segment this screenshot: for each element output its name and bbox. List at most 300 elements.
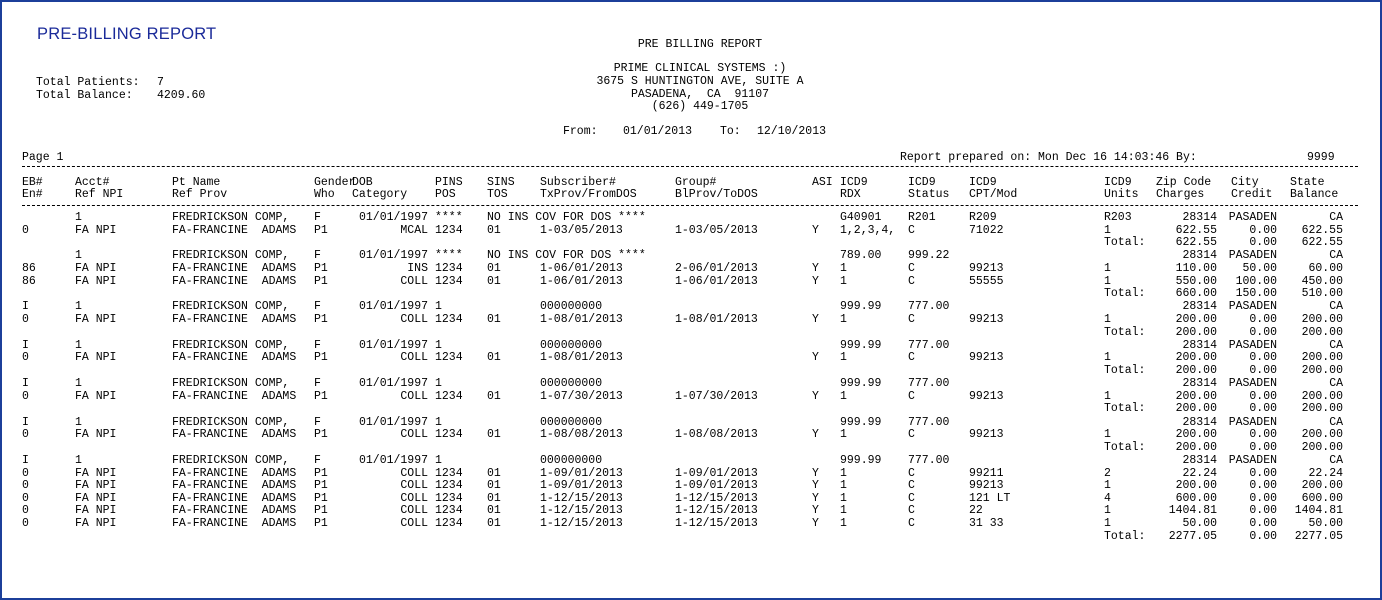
cell-acct: FA NPI — [75, 351, 117, 365]
cell-asi: Y — [812, 274, 819, 288]
cell-zip-charges: 28314 — [1182, 300, 1217, 314]
cell-pt-name: FA-FRANCINE ADAMS — [172, 274, 297, 288]
cell-city-credit: 0.00 — [1249, 402, 1277, 416]
cell-gender: F — [314, 249, 321, 263]
column-header-pt-name: Pt Name — [172, 176, 221, 189]
cell-asi: Y — [812, 479, 819, 493]
cell-dob: COLL — [400, 466, 428, 480]
cell-pins: 1234 — [435, 428, 463, 442]
cell-city-credit: 0.00 — [1249, 223, 1277, 237]
cell-icd9-units: Total: — [1104, 440, 1146, 454]
column-header-sins: SINS — [487, 176, 515, 189]
cell-pt-name: FREDRICKSON COMP, — [172, 249, 290, 263]
cell-acct: FA NPI — [75, 491, 117, 505]
cell-icd9-status: C — [908, 262, 915, 275]
cell-city-credit: 0.00 — [1249, 491, 1277, 505]
table-row — [0, 365, 1382, 378]
cell-icd9-rdx: 1 — [840, 262, 847, 275]
cell-city-credit: 0.00 — [1249, 529, 1277, 543]
cell-acct: 1 — [75, 454, 82, 467]
cell-asi: Y — [812, 517, 819, 530]
table-row — [0, 237, 1382, 250]
page-number: Page 1 — [22, 151, 64, 164]
cell-sins: 01 — [487, 223, 501, 237]
column-header-acct: Acct# — [75, 176, 110, 189]
cell-pt-name: FA-FRANCINE ADAMS — [172, 262, 297, 275]
cell-eb: I — [22, 338, 29, 352]
cell-zip-charges: 622.55 — [1175, 236, 1217, 250]
cell-city-credit: 150.00 — [1235, 287, 1277, 301]
cell-subscriber: 1-09/01/2013 — [540, 479, 623, 493]
cell-acct: FA NPI — [75, 223, 117, 237]
cell-gender: F — [314, 415, 321, 429]
cell-icd9-cpt: 99213 — [969, 262, 1004, 275]
cell-zip-charges: 2277.05 — [1168, 529, 1217, 543]
cell-asi: Y — [812, 504, 819, 518]
cell-zip-charges: 1404.81 — [1168, 504, 1217, 518]
cell-pt-name: FA-FRANCINE ADAMS — [172, 351, 297, 365]
cell-subscriber: 000000000 — [540, 300, 603, 314]
cell-icd9-rdx: 1 — [840, 491, 847, 505]
cell-sins: 01 — [487, 504, 501, 518]
cell-gender: P1 — [314, 504, 328, 518]
column-header-pins-2: POS — [435, 188, 456, 201]
cell-zip-charges: 110.00 — [1175, 262, 1217, 275]
cell-icd9-rdx: 1,2,3,4, — [840, 223, 896, 237]
cell-state-balance: 200.00 — [1301, 313, 1343, 326]
cell-zip-charges: 660.00 — [1175, 287, 1217, 301]
cell-subscriber: 1-06/01/2013 — [540, 262, 623, 275]
cell-zip-charges: 28314 — [1182, 338, 1217, 352]
cell-icd9-status: R201 — [908, 211, 936, 224]
cell-pt-name: FA-FRANCINE ADAMS — [172, 504, 297, 518]
cell-zip-charges: 28314 — [1182, 415, 1217, 429]
cell-icd9-cpt: 55555 — [969, 274, 1004, 288]
cell-icd9-units: 1 — [1104, 262, 1111, 275]
cell-icd9-rdx: 789.00 — [840, 249, 882, 263]
cell-asi: Y — [812, 223, 819, 237]
cell-pins: 1234 — [435, 491, 463, 505]
column-header-sins-2: TOS — [487, 188, 508, 201]
cell-gender: P1 — [314, 351, 328, 365]
column-header-icd9-cpt-2: CPT/Mod — [969, 188, 1018, 201]
cell-acct: FA NPI — [75, 479, 117, 493]
cell-asi: Y — [812, 351, 819, 365]
cell-sins: 01 — [487, 274, 501, 288]
cell-zip-charges: 200.00 — [1175, 440, 1217, 454]
column-header-icd9-status: ICD9 — [908, 176, 936, 189]
cell-eb: I — [22, 415, 29, 429]
cell-eb: 0 — [22, 479, 29, 493]
cell-group: 1-07/30/2013 — [675, 389, 758, 403]
cell-icd9-rdx: 1 — [840, 517, 847, 530]
cell-asi: Y — [812, 428, 819, 442]
cell-gender: P1 — [314, 262, 328, 275]
cell-asi: Y — [812, 491, 819, 505]
cell-state-balance: 2277.05 — [1294, 529, 1343, 543]
cell-state-balance: 1404.81 — [1294, 504, 1343, 518]
cell-acct: FA NPI — [75, 517, 117, 530]
cell-icd9-status: C — [908, 491, 915, 505]
cell-dob: COLL — [400, 351, 428, 365]
cell-dob: 01/01/1997 — [358, 415, 428, 429]
cell-pt-name: FA-FRANCINE ADAMS — [172, 223, 297, 237]
cell-acct: FA NPI — [75, 466, 117, 480]
table-row — [0, 327, 1382, 340]
cell-acct: FA NPI — [75, 428, 117, 442]
cell-pt-name: FA-FRANCINE ADAMS — [172, 428, 297, 442]
cell-icd9-rdx: 999.99 — [840, 377, 882, 391]
cell-icd9-cpt: 22 — [969, 504, 983, 518]
cell-sins: NO INS COV FOR DOS **** — [487, 249, 646, 263]
cell-pins: 1 — [435, 300, 442, 314]
cell-asi: Y — [812, 262, 819, 275]
cell-icd9-status: 777.00 — [908, 454, 950, 467]
cell-state-balance: 22.24 — [1308, 466, 1343, 480]
cell-icd9-units: Total: — [1104, 325, 1146, 339]
from-date: 01/01/2013 — [623, 125, 693, 138]
cell-gender: P1 — [314, 223, 328, 237]
divider-header — [22, 205, 1358, 206]
cell-pins: 1234 — [435, 466, 463, 480]
cell-dob: COLL — [400, 504, 428, 518]
table-row — [0, 429, 1382, 442]
column-header-gender-2: Who — [314, 188, 335, 201]
from-label: From: — [563, 125, 598, 138]
cell-pins: 1234 — [435, 313, 463, 326]
cell-icd9-cpt: 99213 — [969, 479, 1004, 493]
cell-state-balance: CA — [1329, 338, 1343, 352]
cell-icd9-rdx: 1 — [840, 313, 847, 326]
cell-state-balance: 200.00 — [1301, 479, 1343, 493]
cell-pins: 1234 — [435, 351, 463, 365]
cell-gender: P1 — [314, 428, 328, 442]
cell-city-credit: 0.00 — [1249, 504, 1277, 518]
cell-pins: 1 — [435, 377, 442, 391]
cell-asi: Y — [812, 313, 819, 326]
cell-group: 2-06/01/2013 — [675, 262, 758, 275]
cell-subscriber: 1-12/15/2013 — [540, 517, 623, 530]
column-header-group-2: BlProv/ToDOS — [675, 188, 758, 201]
cell-pt-name: FA-FRANCINE ADAMS — [172, 313, 297, 326]
cell-zip-charges: 50.00 — [1182, 517, 1217, 530]
cell-dob: 01/01/1997 — [358, 338, 428, 352]
prepared-info: Report prepared on: Mon Dec 16 14:03:46 By: — [900, 151, 1197, 164]
cell-icd9-status: 777.00 — [908, 415, 950, 429]
cell-icd9-units: 1 — [1104, 479, 1111, 493]
cell-eb: 0 — [22, 351, 29, 365]
cell-city-credit: 50.00 — [1242, 262, 1277, 275]
cell-eb: 0 — [22, 428, 29, 442]
cell-city-credit: PASADEN — [1228, 415, 1277, 429]
cell-city-credit: PASADEN — [1228, 454, 1277, 467]
cell-city-credit: 100.00 — [1235, 274, 1277, 288]
cell-asi: Y — [812, 389, 819, 403]
column-header-city-credit-2: Credit — [1231, 188, 1273, 201]
cell-eb: I — [22, 300, 29, 314]
column-header-zip-charges: Zip Code — [1156, 176, 1212, 189]
cell-state-balance: CA — [1329, 377, 1343, 391]
column-header-dob-2: Category — [352, 188, 408, 201]
cell-icd9-status: C — [908, 223, 915, 237]
cell-icd9-units: 1 — [1104, 389, 1111, 403]
cell-eb: I — [22, 454, 29, 467]
cell-gender: P1 — [314, 517, 328, 530]
cell-pt-name: FA-FRANCINE ADAMS — [172, 479, 297, 493]
cell-dob: COLL — [400, 389, 428, 403]
cell-eb: 0 — [22, 504, 29, 518]
divider-top — [22, 166, 1358, 167]
total-balance-label: Total Balance: — [36, 89, 133, 102]
cell-icd9-cpt: 99213 — [969, 313, 1004, 326]
cell-pins: 1 — [435, 415, 442, 429]
cell-state-balance: CA — [1329, 211, 1343, 224]
cell-icd9-units: 2 — [1104, 466, 1111, 480]
cell-subscriber: 1-03/05/2013 — [540, 223, 623, 237]
cell-sins: 01 — [487, 351, 501, 365]
cell-zip-charges: 22.24 — [1182, 466, 1217, 480]
cell-acct: FA NPI — [75, 262, 117, 275]
cell-state-balance: 622.55 — [1301, 236, 1343, 250]
cell-city-credit: 0.00 — [1249, 313, 1277, 326]
report-company: PRIME CLINICAL SYSTEMS :) — [613, 62, 787, 75]
cell-dob: 01/01/1997 — [358, 249, 428, 263]
cell-icd9-status: C — [908, 274, 915, 288]
cell-icd9-status: C — [908, 351, 915, 365]
cell-sins: 01 — [487, 313, 501, 326]
cell-icd9-status: C — [908, 517, 915, 530]
cell-dob: MCAL — [400, 223, 428, 237]
report-city: PASADENA, CA 91107 — [630, 88, 770, 101]
cell-icd9-rdx: 1 — [840, 274, 847, 288]
cell-icd9-rdx: 1 — [840, 351, 847, 365]
cell-group: 1-09/01/2013 — [675, 479, 758, 493]
cell-pins: 1234 — [435, 274, 463, 288]
cell-sins: NO INS COV FOR DOS **** — [487, 211, 646, 224]
cell-group: 1-12/15/2013 — [675, 504, 758, 518]
cell-icd9-units: 1 — [1104, 223, 1111, 237]
column-header-icd9-units: ICD9 — [1104, 176, 1132, 189]
table-row — [0, 225, 1382, 238]
cell-acct: 1 — [75, 377, 82, 391]
to-date: 12/10/2013 — [757, 125, 827, 138]
cell-zip-charges: 200.00 — [1175, 402, 1217, 416]
cell-group: 1-06/01/2013 — [675, 274, 758, 288]
cell-state-balance: 200.00 — [1301, 440, 1343, 454]
cell-acct: FA NPI — [75, 274, 117, 288]
cell-city-credit: 0.00 — [1249, 428, 1277, 442]
cell-dob: 01/01/1997 — [358, 211, 428, 224]
cell-group: 1-12/15/2013 — [675, 491, 758, 505]
column-header-zip-charges-2: Charges — [1156, 188, 1205, 201]
cell-pins: 1234 — [435, 504, 463, 518]
cell-state-balance: 200.00 — [1301, 364, 1343, 377]
cell-pt-name: FA-FRANCINE ADAMS — [172, 466, 297, 480]
cell-zip-charges: 200.00 — [1175, 479, 1217, 493]
table-row — [0, 276, 1382, 289]
report-phone: (626) 449-1705 — [651, 100, 749, 113]
cell-sins: 01 — [487, 262, 501, 275]
cell-eb: I — [22, 377, 29, 391]
report-header-title: PRE BILLING REPORT — [637, 38, 763, 51]
cell-icd9-rdx: 1 — [840, 479, 847, 493]
table-row — [0, 531, 1382, 544]
cell-state-balance: 60.00 — [1308, 262, 1343, 275]
column-header-icd9-units-2: Units — [1104, 188, 1139, 201]
cell-icd9-status: C — [908, 479, 915, 493]
cell-subscriber: 000000000 — [540, 377, 603, 391]
cell-zip-charges: 28314 — [1182, 249, 1217, 263]
cell-zip-charges: 28314 — [1182, 211, 1217, 224]
cell-city-credit: PASADEN — [1228, 338, 1277, 352]
cell-icd9-cpt: 99213 — [969, 428, 1004, 442]
cell-pt-name: FA-FRANCINE ADAMS — [172, 491, 297, 505]
cell-subscriber: 1-08/01/2013 — [540, 351, 623, 365]
cell-state-balance: 510.00 — [1301, 287, 1343, 301]
cell-city-credit: PASADEN — [1228, 211, 1277, 224]
cell-pt-name: FREDRICKSON COMP, — [172, 454, 290, 467]
cell-sins: 01 — [487, 466, 501, 480]
cell-gender: F — [314, 377, 321, 391]
cell-pt-name: FREDRICKSON COMP, — [172, 377, 290, 391]
column-header-icd9-cpt: ICD9 — [969, 176, 997, 189]
cell-state-balance: 622.55 — [1301, 223, 1343, 237]
cell-acct: FA NPI — [75, 504, 117, 518]
cell-dob: COLL — [400, 428, 428, 442]
total-patients-label: Total Patients: — [36, 76, 140, 89]
cell-icd9-status: 777.00 — [908, 338, 950, 352]
cell-pt-name: FREDRICKSON COMP, — [172, 211, 290, 224]
cell-city-credit: 0.00 — [1249, 517, 1277, 530]
cell-state-balance: 200.00 — [1301, 428, 1343, 442]
cell-city-credit: 0.00 — [1249, 440, 1277, 454]
cell-city-credit: 0.00 — [1249, 351, 1277, 365]
column-header-state-balance-2: Balance — [1290, 188, 1339, 201]
report-address: 3675 S HUNTINGTON AVE, SUITE A — [596, 75, 804, 88]
cell-pins: 1 — [435, 454, 442, 467]
cell-pins: 1 — [435, 338, 442, 352]
cell-gender: F — [314, 211, 321, 224]
to-label: To: — [720, 125, 741, 138]
cell-acct: 1 — [75, 415, 82, 429]
cell-icd9-units: 1 — [1104, 517, 1111, 530]
cell-state-balance: 200.00 — [1301, 351, 1343, 365]
cell-gender: F — [314, 300, 321, 314]
cell-dob: 01/01/1997 — [358, 377, 428, 391]
cell-zip-charges: 28314 — [1182, 454, 1217, 467]
table-row — [0, 352, 1382, 365]
cell-icd9-rdx: 1 — [840, 389, 847, 403]
cell-subscriber: 1-07/30/2013 — [540, 389, 623, 403]
cell-pt-name: FREDRICKSON COMP, — [172, 415, 290, 429]
cell-subscriber: 1-12/15/2013 — [540, 491, 623, 505]
cell-icd9-cpt: 121 LT — [969, 491, 1011, 505]
cell-pins: **** — [435, 211, 463, 224]
cell-gender: F — [314, 338, 321, 352]
cell-subscriber: 1-08/08/2013 — [540, 428, 623, 442]
table-row — [0, 314, 1382, 327]
cell-city-credit: 0.00 — [1249, 325, 1277, 339]
cell-dob: 01/01/1997 — [358, 454, 428, 467]
cell-state-balance: 200.00 — [1301, 325, 1343, 339]
cell-icd9-rdx: 999.99 — [840, 454, 882, 467]
column-header-subscriber: Subscriber# — [540, 176, 616, 189]
cell-icd9-units: 1 — [1104, 274, 1111, 288]
cell-pins: 1234 — [435, 262, 463, 275]
cell-icd9-rdx: G40901 — [840, 211, 882, 224]
cell-dob: COLL — [400, 274, 428, 288]
cell-dob: COLL — [400, 479, 428, 493]
cell-state-balance: CA — [1329, 454, 1343, 467]
cell-pins: **** — [435, 249, 463, 263]
cell-gender: P1 — [314, 313, 328, 326]
cell-icd9-status: C — [908, 313, 915, 326]
cell-sins: 01 — [487, 517, 501, 530]
cell-state-balance: CA — [1329, 249, 1343, 263]
column-header-subscriber-2: TxProv/FromDOS — [540, 188, 637, 201]
cell-icd9-rdx: 1 — [840, 428, 847, 442]
cell-subscriber: 1-08/01/2013 — [540, 313, 623, 326]
column-header-pt-name-2: Ref Prov — [172, 188, 228, 201]
column-header-dob: DOB — [352, 176, 373, 189]
cell-icd9-status: C — [908, 466, 915, 480]
cell-gender: P1 — [314, 491, 328, 505]
cell-icd9-rdx: 1 — [840, 504, 847, 518]
cell-eb: 0 — [22, 517, 29, 530]
cell-icd9-units: Total: — [1104, 402, 1146, 416]
cell-icd9-status: C — [908, 504, 915, 518]
cell-state-balance: 200.00 — [1301, 389, 1343, 403]
cell-eb: 0 — [22, 466, 29, 480]
cell-state-balance: 450.00 — [1301, 274, 1343, 288]
cell-eb: 86 — [22, 274, 36, 288]
cell-icd9-units: R203 — [1104, 211, 1132, 224]
cell-subscriber: 1-09/01/2013 — [540, 466, 623, 480]
cell-acct: 1 — [75, 300, 82, 314]
cell-icd9-units: 1 — [1104, 351, 1111, 365]
cell-icd9-units: 1 — [1104, 504, 1111, 518]
cell-group: 1-12/15/2013 — [675, 517, 758, 530]
table-row — [0, 391, 1382, 404]
table-row — [0, 442, 1382, 455]
prepared-by: 9999 — [1307, 151, 1335, 164]
cell-city-credit: 0.00 — [1249, 466, 1277, 480]
cell-icd9-units: 1 — [1104, 428, 1111, 442]
cell-zip-charges: 200.00 — [1175, 313, 1217, 326]
cell-gender: P1 — [314, 389, 328, 403]
cell-icd9-rdx: 999.99 — [840, 338, 882, 352]
cell-state-balance: 200.00 — [1301, 402, 1343, 416]
cell-icd9-rdx: 1 — [840, 466, 847, 480]
cell-state-balance: CA — [1329, 300, 1343, 314]
cell-icd9-units: Total: — [1104, 529, 1146, 543]
column-header-eb: EB# — [22, 176, 43, 189]
cell-eb: 86 — [22, 262, 36, 275]
column-header-pins: PINS — [435, 176, 463, 189]
cell-zip-charges: 28314 — [1182, 377, 1217, 391]
cell-acct: 1 — [75, 211, 82, 224]
cell-zip-charges: 550.00 — [1175, 274, 1217, 288]
cell-pins: 1234 — [435, 517, 463, 530]
cell-city-credit: 0.00 — [1249, 364, 1277, 377]
cell-group: 1-08/08/2013 — [675, 428, 758, 442]
brand-title: PRE-BILLING REPORT — [37, 25, 217, 43]
cell-icd9-status: C — [908, 389, 915, 403]
cell-subscriber: 1-06/01/2013 — [540, 274, 623, 288]
cell-icd9-units: 4 — [1104, 491, 1111, 505]
cell-subscriber: 000000000 — [540, 415, 603, 429]
cell-dob: COLL — [400, 491, 428, 505]
